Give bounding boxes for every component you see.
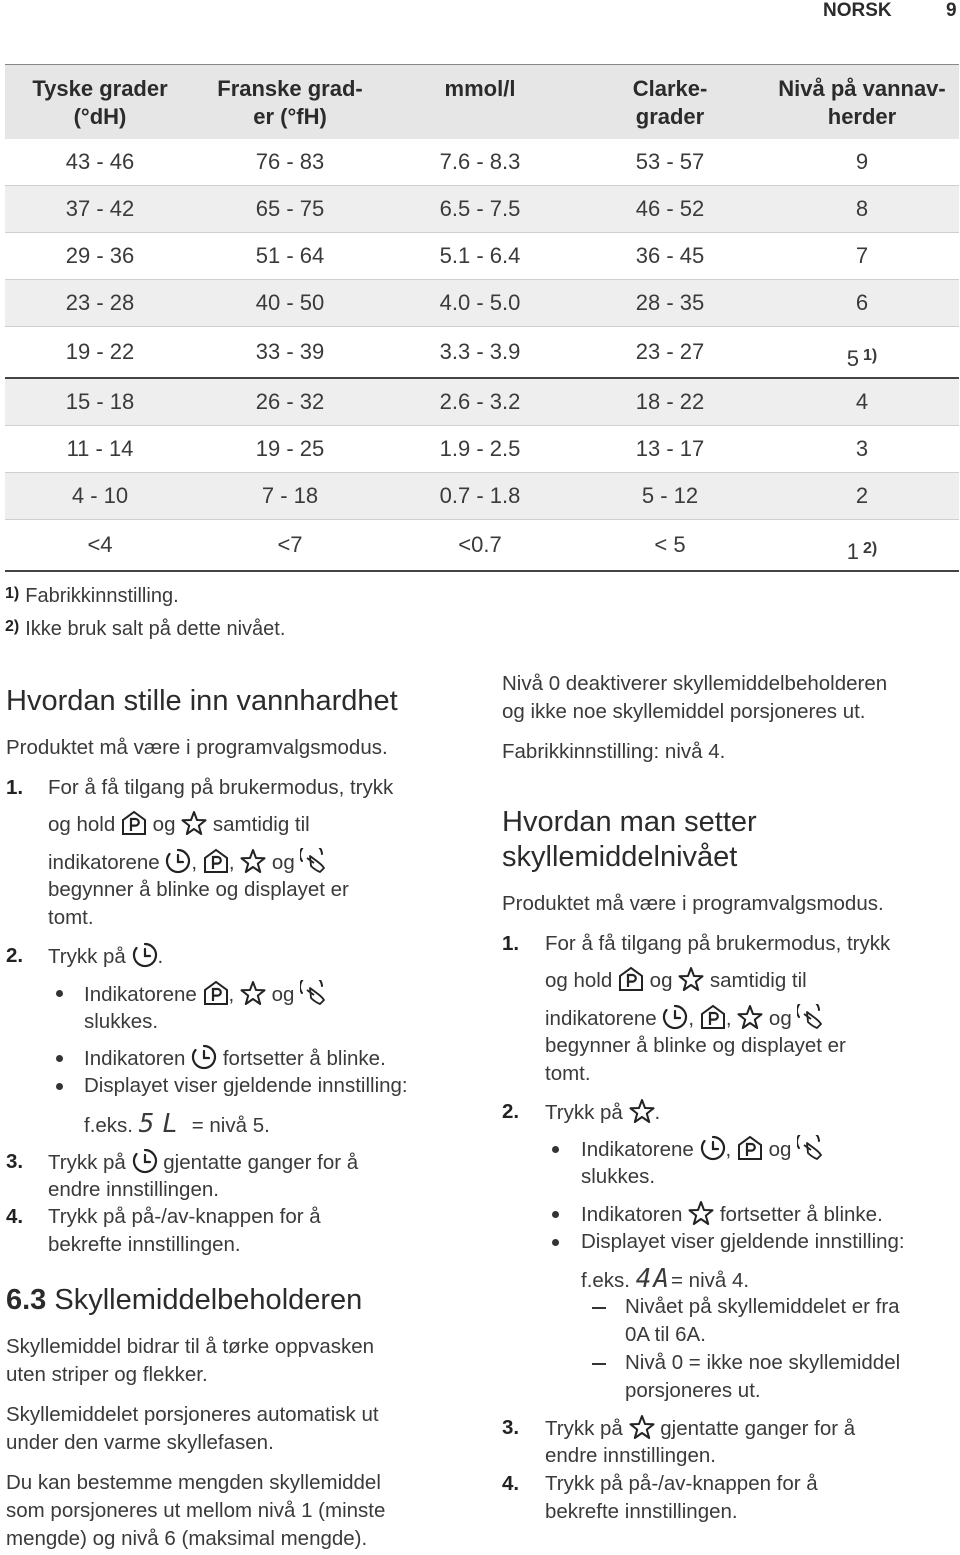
left-heading: Hvordan stille inn vannhardhet <box>6 685 398 717</box>
col-header-level: Nivå på vannav- herder <box>778 76 946 129</box>
hand-timer-icon <box>797 1004 827 1030</box>
dash-bullet <box>592 1363 606 1365</box>
clock-icon <box>191 1044 217 1070</box>
star-icon <box>181 810 207 836</box>
footnote-1: $^{1)}$ Fabrikkinnstilling. <box>5 585 179 607</box>
star-icon <box>629 1414 655 1440</box>
col-header-dh: Tyske grader (°dH) <box>32 76 168 129</box>
star-icon <box>737 1004 763 1030</box>
step-number: 4. <box>6 1205 24 1228</box>
right-heading: Hvordan man setter <box>502 806 757 838</box>
right-intro: Produktet må være i programvalgsmodus. <box>502 892 884 915</box>
clock-icon <box>165 848 191 874</box>
table-row: 15 - 18 26 - 32 2.6 - 3.2 18 - 22 4 <box>5 379 959 426</box>
left-bullet3-example: f.eks. 5L = nivå 5. <box>84 1109 270 1139</box>
program-p-icon <box>618 966 644 992</box>
star-icon <box>240 980 266 1006</box>
clock-icon <box>132 942 158 968</box>
step-number: 3. <box>6 1150 24 1173</box>
display-value: 5L <box>138 1109 187 1139</box>
page-header <box>0 0 960 24</box>
left-intro: Produktet må være i programvalgsmodus. <box>6 736 388 759</box>
left-bullet2: Indikatoren fortsetter å blinke. <box>84 1044 386 1073</box>
table-row: 29 - 36 51 - 64 5.1 - 6.4 36 - 45 7 <box>5 233 959 280</box>
dash-bullet <box>592 1307 606 1309</box>
right-heading-line2: skyllemiddelnivået <box>502 841 738 873</box>
table-row: 23 - 28 40 - 50 4.0 - 5.0 28 - 35 6 <box>5 280 959 327</box>
table-row: 37 - 42 65 - 75 6.5 - 7.5 46 - 52 8 <box>5 186 959 233</box>
star-icon <box>240 848 266 874</box>
table-row: 11 - 14 19 - 25 1.9 - 2.5 13 - 17 3 <box>5 426 959 473</box>
program-p-icon <box>737 1135 763 1161</box>
star-icon <box>678 966 704 992</box>
bullet <box>56 990 63 997</box>
table-row: 43 - 46 76 - 83 7.6 - 8.3 53 - 57 9 <box>5 139 959 186</box>
program-p-icon <box>203 980 229 1006</box>
table-row: 4 - 10 7 - 18 0.7 - 1.8 5 - 12 2 <box>5 473 959 520</box>
page-number: 9 <box>946 0 957 21</box>
right-bullet1: Indikatorene , og <box>581 1135 827 1164</box>
left-bullet1: Indikatorene , og <box>84 980 330 1009</box>
bullet <box>56 1055 63 1062</box>
left-step1-line3: indikatorene , , og <box>48 848 330 877</box>
right-step1-line3: indikatorene , , og <box>545 1004 827 1033</box>
step-number: 2. <box>502 1100 520 1123</box>
right-step2: Trykk på . <box>545 1098 660 1127</box>
table-header <box>5 65 959 139</box>
bullet <box>56 1083 63 1090</box>
right-step1-line2: og hold og samtidig til <box>545 966 807 995</box>
left-step1-line2: og hold og samtidig til <box>48 810 310 839</box>
step-number: 3. <box>502 1416 520 1439</box>
step-number: 2. <box>6 944 24 967</box>
step-number: 4. <box>502 1472 520 1495</box>
col-header-fh: Franske grad- er (°fH) <box>217 76 363 129</box>
col-header-mmol: mmol/l <box>444 76 516 101</box>
footnote-ref: 1) <box>863 347 878 364</box>
display-value: 4A <box>635 1264 672 1294</box>
left-step2: Trykk på . <box>48 942 163 971</box>
col-header-clarke: Clarke- grader <box>632 76 708 129</box>
left-step3: Trykk på gjentatte ganger for å <box>48 1148 358 1177</box>
clock-icon <box>700 1135 726 1161</box>
program-p-icon <box>121 810 147 836</box>
star-icon <box>688 1200 714 1226</box>
hand-timer-icon <box>300 980 330 1006</box>
step-number: 1. <box>6 776 24 799</box>
program-p-icon <box>700 1004 726 1030</box>
hand-timer-icon <box>300 848 330 874</box>
section-heading: 6.3 Skyllemiddelbeholderen <box>6 1284 363 1316</box>
footnote-2: $^{2)}$ Ikke bruk salt på dette nivået. <box>5 618 286 640</box>
bullet <box>552 1211 559 1218</box>
clock-icon <box>662 1004 688 1030</box>
table-row: 19 - 22 33 - 39 3.3 - 3.9 23 - 27 5 $^{1)}$ <box>5 327 959 379</box>
language-label: NORSK <box>823 0 892 21</box>
bullet <box>552 1146 559 1153</box>
program-p-icon <box>203 848 229 874</box>
right-bullet2: Indikatoren fortsetter å blinke. <box>581 1200 883 1229</box>
right-step3: Trykk på gjentatte ganger for å <box>545 1414 855 1443</box>
right-bullet3-example: f.eks. 4A= nivå 4. <box>581 1264 750 1294</box>
bullet <box>552 1239 559 1246</box>
star-icon <box>629 1098 655 1124</box>
table-row: <4 <7 <0.7 < 5 1 $^{2)}$ <box>5 520 959 572</box>
footnote-ref: 2) <box>863 540 878 557</box>
water-hardness-table <box>5 64 959 572</box>
clock-icon <box>132 1148 158 1174</box>
step-number: 1. <box>502 932 520 955</box>
hand-timer-icon <box>797 1135 827 1161</box>
